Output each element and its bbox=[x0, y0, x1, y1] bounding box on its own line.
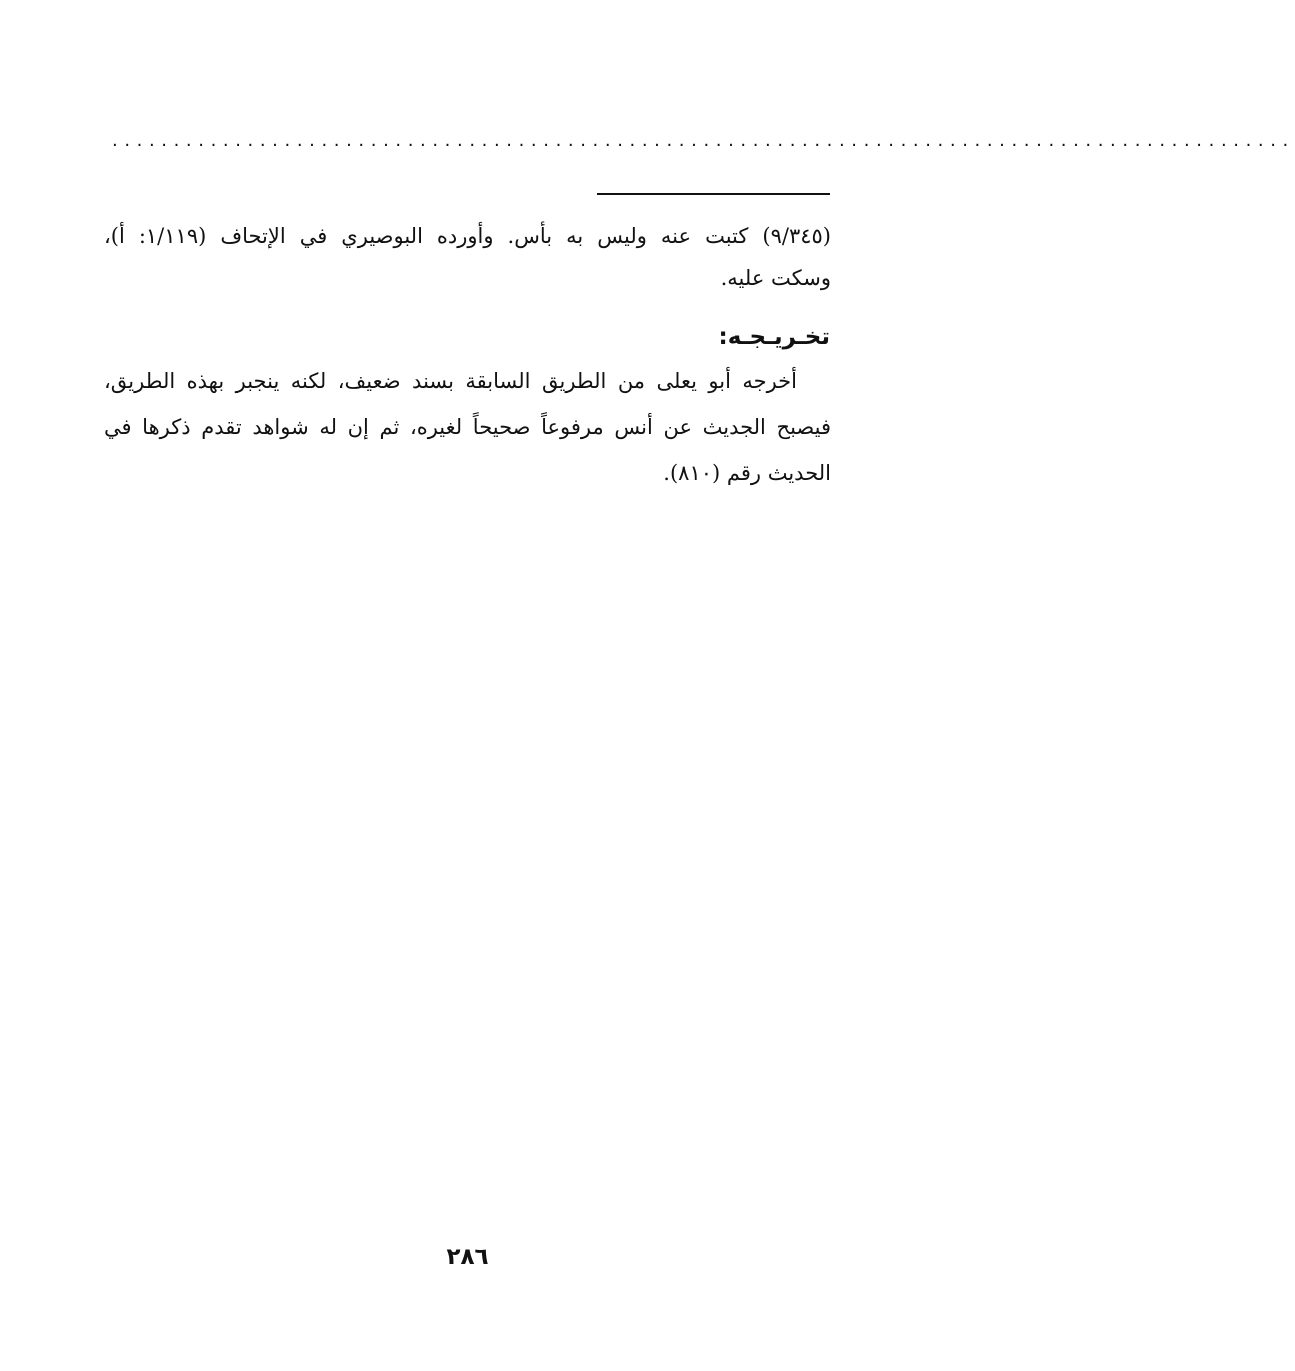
footnote-line: وسكت عليه. bbox=[720, 266, 831, 290]
takhrij-paragraph bbox=[104, 358, 831, 496]
ellipsis-separator: ................................................................................................ bbox=[112, 130, 1295, 151]
footnote-divider bbox=[597, 193, 830, 195]
paragraph-line: فيصبح الجديث عن أنس مرفوعاً صحيحاً لغيره، ثم إن له شواهد تقدم ذكرها في bbox=[104, 415, 831, 439]
takhrij-heading: تخـريـجـه: bbox=[718, 324, 830, 350]
footnote-text bbox=[104, 215, 831, 299]
paragraph-line: الحديث رقم (٨١٠). bbox=[663, 461, 831, 485]
footnote-line: (٩/٣٤٥) كتبت عنه وليس به بأس. وأورده البوصيري في الإتحاف (١/١١٩: أ)، bbox=[104, 224, 831, 248]
page-number: ٢٨٦ bbox=[446, 1244, 489, 1270]
paragraph-line: أخرجه أبو يعلى من الطريق السابقة بسند ضعيف، لكنه ينجبر بهذه الطريق، bbox=[104, 369, 797, 393]
